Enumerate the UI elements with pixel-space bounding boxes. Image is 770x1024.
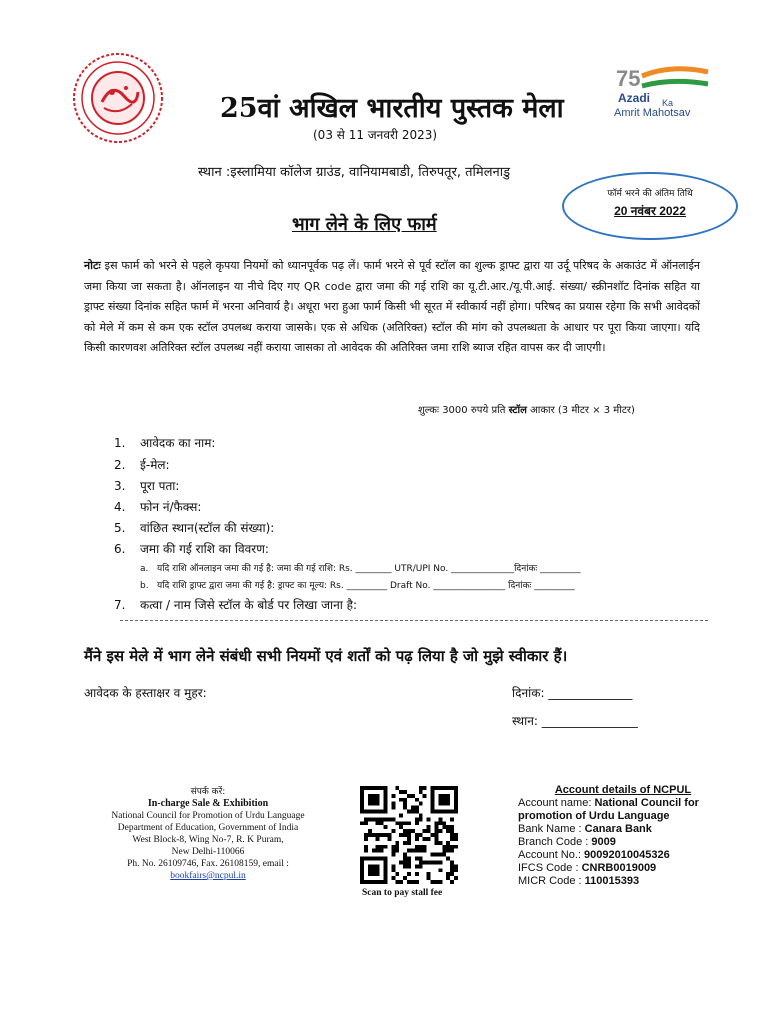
- ncpul-logo: [72, 52, 164, 144]
- place-field[interactable]: स्थान: ________________: [512, 714, 638, 728]
- venue-text: स्थान :इस्लामिया कॉलेज ग्राउंड, वानियामबाडी, तिरुपतूर, तमिलनाडु: [198, 165, 511, 180]
- deadline-date: 20 नवंबर 2022: [614, 204, 686, 218]
- fair-dates: (03 से 11 जनवरी 2023): [313, 128, 438, 142]
- contact-email-link[interactable]: bookfairs@ncpul.in: [170, 871, 246, 881]
- account-row: MICR Code : 110015393: [518, 875, 640, 887]
- deadline-badge: [562, 172, 738, 240]
- field-board-name[interactable]: 7. कत्वा / नाम जिसे स्टॉल के बोर्ड पर लिखा जाना है:: [114, 598, 358, 612]
- note-prefix: नोटः: [84, 259, 101, 272]
- board-name-line[interactable]: [120, 620, 708, 621]
- contact-line: Department of Education, Government of India: [117, 823, 299, 833]
- logo-number: 75: [616, 66, 641, 91]
- qr-caption: Scan to pay stall fee: [362, 888, 443, 898]
- account-head: Account details of NCPUL: [554, 784, 692, 796]
- field-draft-payment[interactable]: b. यदि राशि ड्राफ्ट द्वारा जमा की गई है: ड्राफ्ट का मूल्य: Rs. _________ Draft No. ________________ दिनांकः _________: [140, 581, 575, 591]
- field-payment-details: 6. जमा की गई राशि का विवरण:: [114, 542, 269, 556]
- contact-line: New Delhi-110066: [171, 847, 245, 857]
- payment-qr-code: [360, 786, 458, 884]
- contact-line: National Council for Promotion of Urdu Language: [111, 811, 305, 821]
- contact-block: [92, 786, 324, 882]
- field-address[interactable]: 3. पूरा पता:: [114, 479, 180, 493]
- form-heading: भाग लेने के लिए फार्म: [292, 214, 437, 235]
- contact-head: In-charge Sale & Exhibition: [147, 798, 269, 809]
- logo-amrit-mahotsav: Amrit Mahotsav: [614, 107, 691, 119]
- contact-line: West Block-8, Wing No-7, R. K Puram,: [132, 835, 284, 845]
- deadline-label: फॉर्म भरने की अंतिम तिथि: [607, 189, 693, 199]
- account-row: Account No.: 90092010045326: [518, 849, 670, 861]
- note-text: इस फार्म को भरने से पहले कृपया नियमों को ध्यानपूर्वक पढ़ लें। फार्म भरने से पूर्व स्टॉल का शुल्क ड्राफ्ट द्वारा या उर्दू परिषद के अकाउंट में ऑनलाईन जमा किया जा सकता है। ऑनलाइन या नीचे दिए गए QR code द्वारा जमा की गई राशि का यू.टी.आर./यू.पी.आई. संख्या/ स्क्रीनशॉट दिनांक सहित या ड्राफ्ट संख्या दिनांक सहित फार्म में भरना अनिवार्य है। अधूरा भरा हुआ फार्म किसी भी सूरत में स्वीकार्य नहीं होगा। परिषद का प्रयास रहेगा कि सभी आवेदकों को मेले में कम से कम एक स्टॉल उपलब्ध कराया जासके। एक से अधिक (अतिरिक्त) स्टॉल की मांग को उपलब्धता के आधार पर पूरा किया जाएगा। यदि किसी कारणवश अतिरिक्त स्टॉल उपलब्ध नहीं कराया जासका तो आवेदक की अतिरिक्त जमा राशि ब्याज रहित वापस कर दी जाएगी।: [84, 259, 700, 354]
- field-applicant-name[interactable]: 1. आवेदक का नाम:: [114, 436, 216, 450]
- account-details: [518, 784, 728, 888]
- logo-azadi: Azadi: [618, 91, 651, 105]
- account-row: Account name: National Council for promotion of Urdu Language: [518, 797, 699, 822]
- azadi-ka-amrit-mahotsav-logo: [612, 62, 724, 120]
- field-phone-fax[interactable]: 4. फोन नं/फैक्स:: [114, 500, 202, 514]
- date-field[interactable]: दिनांक: ______________: [512, 686, 633, 700]
- account-row: Bank Name : Canara Bank: [518, 823, 652, 835]
- signature-field[interactable]: आवेदक के हस्ताक्षर व मुहर:: [84, 686, 207, 700]
- contact-line: Ph. No. 26109746, Fax. 26108159, email :: [127, 859, 289, 869]
- field-email[interactable]: 2. ई-मेल:: [114, 458, 170, 472]
- account-row: IFCS Code : CNRB0019009: [518, 862, 657, 874]
- field-stall-count[interactable]: 5. वांछित स्थान(स्टॉल की संख्या):: [114, 521, 275, 535]
- fee-text: शुल्कः 3000 रुपये प्रति स्टॉल आकार (3 मीटर × 3 मीटर): [418, 405, 635, 416]
- instructions-note: [84, 256, 700, 359]
- field-online-payment[interactable]: a. यदि राशि ऑनलाइन जमा की गई है: जमा की गई राशि: Rs. ________ UTR/UPI No. ______________दिनांकः _________: [140, 564, 581, 574]
- logo-ka: Ka: [662, 98, 674, 108]
- declaration-text: मैंने इस मेले में भाग लेने संबंधी सभी नियमों एवं शर्तों को पढ़ लिया है जो मुझे स्वीकार हैं।: [84, 647, 568, 665]
- contact-label: संपर्क करें:: [190, 787, 226, 797]
- account-row: Branch Code : 9009: [518, 836, 616, 848]
- page-title: 25वां अखिल भारतीय पुस्तक मेला: [220, 93, 564, 124]
